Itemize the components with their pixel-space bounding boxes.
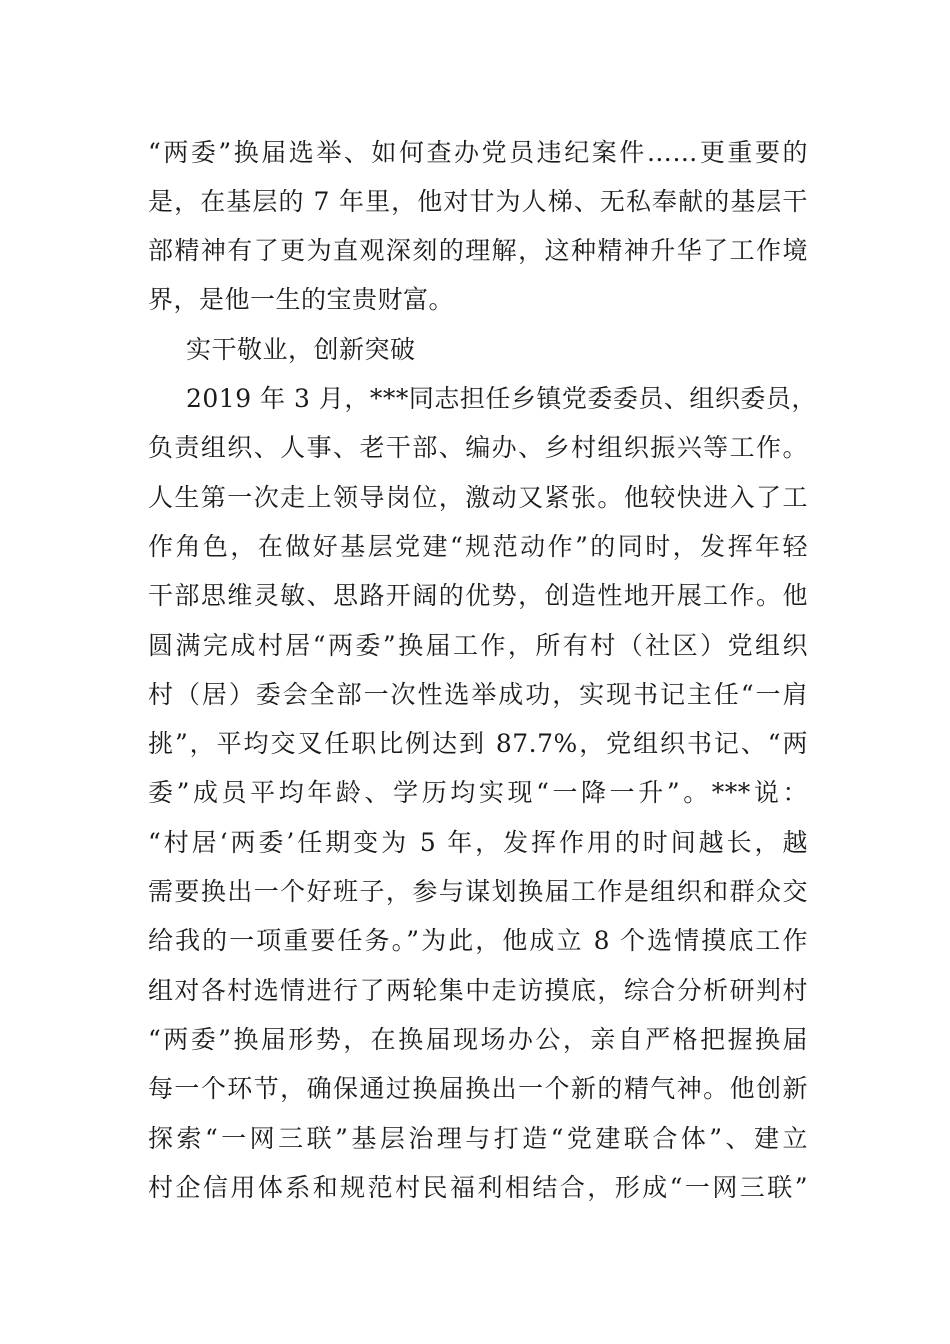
text-line: 挑”，平均交叉任职比例达到 87.7%，党组织书记、“两 [148, 729, 808, 758]
text-line: 每一个环节，确保通过换届换出一个新的精气神。他创新 [148, 1074, 808, 1103]
text-line: 界，是他一生的宝贵财富。 [148, 285, 455, 314]
text-line: 是，在基层的 7 年里，他对甘为人梯、无私奉献的基层干 [148, 187, 808, 216]
section-heading: 实干敬业，创新突破 [186, 335, 416, 364]
text-line: 探索“一网三联”基层治理与打造“党建联合体”、建立 [148, 1124, 808, 1153]
text-line: “村居‘两委’任期变为 5 年，发挥作用的时间越长，越 [148, 828, 808, 857]
text-line: 给我的一项重要任务。”为此，他成立 8 个选情摸底工作 [148, 926, 808, 955]
text-line: “两委”换届形势，在换届现场办公，亲自严格把握换届 [148, 1025, 808, 1054]
text-line: 需要换出一个好班子，参与谋划换届工作是组织和群众交 [148, 877, 808, 906]
text-line: 人生第一次走上领导岗位，激动又紧张。他较快进入了工 [148, 483, 808, 512]
text-line: 村（居）委会全部一次性选举成功，实现书记主任“一肩 [148, 680, 808, 709]
text-line: 作角色，在做好基层党建“规范动作”的同时，发挥年轻 [148, 532, 808, 561]
text-line: 组对各村选情进行了两轮集中走访摸底，综合分析研判村 [148, 976, 808, 1005]
text-line: 委”成员平均年龄、学历均实现“一降一升”。***说： [148, 778, 808, 807]
text-line: 干部思维灵敏、思路开阔的优势，创造性地开展工作。他 [148, 581, 808, 610]
text-line: 部精神有了更为直观深刻的理解，这种精神升华了工作境 [148, 236, 808, 265]
text-line: “两委”换届选举、如何查办党员违纪案件……更重要的 [148, 138, 808, 167]
text-line: 圆满完成村居“两委”换届工作，所有村（社区）党组织 [148, 631, 808, 660]
text-line: 2019 年 3 月，***同志担任乡镇党委委员、组织委员， [186, 384, 817, 413]
text-line: 负责组织、人事、老干部、编办、乡村组织振兴等工作。 [148, 433, 808, 462]
text-line: 村企信用体系和规范村民福利相结合，形成“一网三联” [148, 1173, 808, 1202]
